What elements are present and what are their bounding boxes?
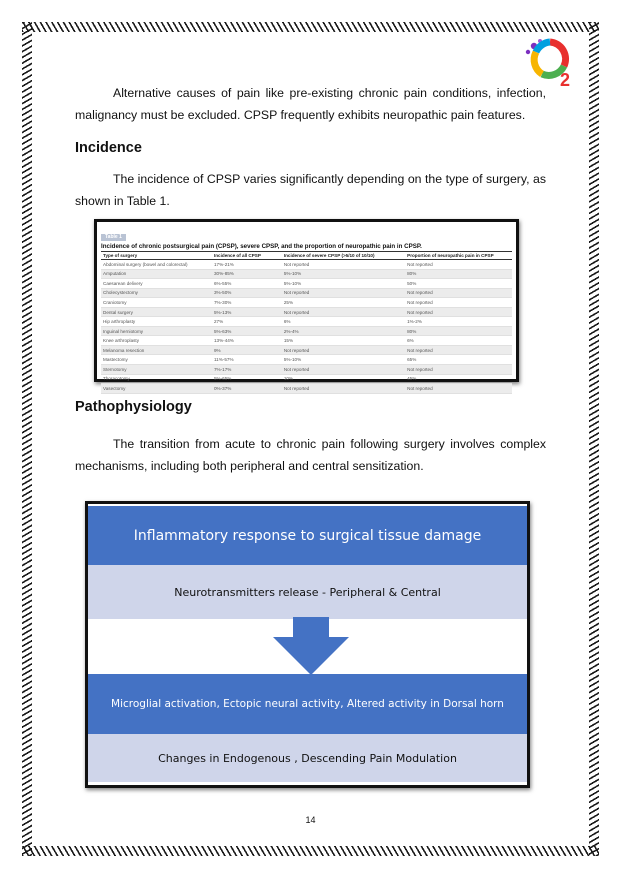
table-cell: 6%: [282, 317, 405, 327]
table-row: [101, 307, 512, 317]
table-cell: 80%: [405, 269, 512, 279]
table-cell: Not reported: [405, 260, 512, 270]
table-cell: Not reported: [405, 298, 512, 308]
table-cell: 5%-10%: [282, 355, 405, 365]
page-border-top: [22, 22, 599, 32]
table-row: [101, 365, 512, 375]
table-cell: 5%-65%: [212, 374, 282, 384]
incidence-heading: Incidence: [75, 140, 142, 156]
flow-step-modulation: Changes in Endogenous , Descending Pain Modulation: [88, 734, 527, 782]
incidence-paragraph: The incidence of CPSP varies significantly depending on the type of surgery, as shown in Table 1.: [75, 172, 546, 208]
page-border-bottom: [22, 846, 599, 856]
table-row: [101, 326, 512, 336]
flow-step-inflammatory: Inflammatory response to surgical tissue damage: [88, 506, 527, 565]
svg-text:2: 2: [560, 70, 571, 90]
table-cell: 17%-21%: [212, 260, 282, 270]
table-cell: Not reported: [282, 260, 405, 270]
table-cell: Cholecystectomy: [101, 288, 212, 298]
incidence-table: [101, 251, 512, 394]
table-row: [101, 288, 512, 298]
table-cell: Not reported: [282, 365, 405, 375]
table-cell: 45%: [405, 374, 512, 384]
table-row: [101, 269, 512, 279]
flow-step-neurotransmitters: Neurotransmitters release - Peripheral & Central: [88, 565, 527, 619]
table-cell: 27%: [212, 317, 282, 327]
table-row: [101, 384, 512, 394]
table-cell: 2%-4%: [282, 326, 405, 336]
table-cell: 25%: [282, 298, 405, 308]
incidence-table-figure: [94, 219, 519, 391]
table-cell: 7%-17%: [212, 365, 282, 375]
table-cell: Not reported: [405, 365, 512, 375]
table-cell: Mastectomy: [101, 355, 212, 365]
table-cell: Abdominal surgery (bowel and colorectal): [101, 260, 212, 270]
table-cell: Sternotomy: [101, 365, 212, 375]
table-cell: 13%-44%: [212, 336, 282, 346]
table-header-cell: Type of surgery: [101, 252, 212, 260]
table-row: [101, 317, 512, 327]
table-header-cell: Proportion of neuropathic pain in CPSP: [405, 252, 512, 260]
table-row: [101, 279, 512, 289]
table-cell: 65%: [405, 355, 512, 365]
table-cell: 30%-85%: [212, 269, 282, 279]
table-title: Incidence of chronic postsurgical pain (CPSP), severe CPSP, and the proportion of neuropathic pain in CPSP.: [101, 243, 422, 250]
table-cell: Not reported: [282, 345, 405, 355]
table-cell: 15%: [282, 336, 405, 346]
table-cell: Not reported: [405, 345, 512, 355]
table-cell: Inguinal herniotomy: [101, 326, 212, 336]
table-cell: 9%: [212, 345, 282, 355]
table-cell: 80%: [405, 326, 512, 336]
table-cell: Not reported: [282, 288, 405, 298]
pathophysiology-heading: Pathophysiology: [75, 399, 192, 415]
table-cell: Thoracotomy: [101, 374, 212, 384]
table-cell: Not reported: [282, 307, 405, 317]
table-row: [101, 298, 512, 308]
table-row: [101, 260, 512, 270]
table-row: [101, 374, 512, 384]
table-cell: 0%-37%: [212, 384, 282, 394]
table-cell: Craniotomy: [101, 298, 212, 308]
table-cell: Not reported: [405, 384, 512, 394]
table-cell: 50%: [405, 279, 512, 289]
table-cell: 1%-2%: [405, 317, 512, 327]
table-header-cell: Incidence of severe CPSP (>5/10 of 10/10): [282, 252, 405, 260]
table-cell: 3%-50%: [212, 288, 282, 298]
page-border-right: [589, 22, 599, 856]
down-arrow-icon: [271, 617, 351, 677]
table-cell: Amputation: [101, 269, 212, 279]
table-cell: 5%-63%: [212, 326, 282, 336]
pathophysiology-paragraph: The transition from acute to chronic pain following surgery involves complex mechanisms, including both peripheral and central sensitization.: [75, 437, 546, 473]
table-cell: Not reported: [405, 288, 512, 298]
table-cell: 6%-55%: [212, 279, 282, 289]
table-cell: 6%: [405, 336, 512, 346]
table-cell: 5%-13%: [212, 307, 282, 317]
table-row: [101, 336, 512, 346]
table-cell: Not reported: [405, 307, 512, 317]
table-cell: Vasectomy: [101, 384, 212, 394]
page-number: 14: [305, 815, 316, 825]
o2-logo: [520, 36, 578, 88]
table-tag: Table 1: [101, 234, 126, 241]
table-cell: 5%-10%: [282, 279, 405, 289]
table-row: [101, 345, 512, 355]
table-cell: Dental surgery: [101, 307, 212, 317]
intro-paragraph: Alternative causes of pain like pre-existing chronic pain conditions, infection, malignancy must be excluded. CPSP frequently exhibits neuropathic pain features.: [75, 86, 546, 122]
table-cell: 11%-57%: [212, 355, 282, 365]
flow-step-microglial: Microglial activation, Ectopic neural activity, Altered activity in Dorsal horn: [88, 674, 527, 734]
table-cell: 7%-30%: [212, 298, 282, 308]
table-cell: Caesarean delivery: [101, 279, 212, 289]
pathophysiology-flow-figure: [85, 501, 530, 788]
table-cell: Knee arthroplasty: [101, 336, 212, 346]
table-cell: 10%: [282, 374, 405, 384]
table-cell: 5%-10%: [282, 269, 405, 279]
table-row: [101, 355, 512, 365]
table-cell: Not reported: [282, 384, 405, 394]
table-cell: Hip arthroplasty: [101, 317, 212, 327]
page-border-left: [22, 22, 32, 856]
table-cell: Melanoma resection: [101, 345, 212, 355]
table-header-cell: Incidence of all CPSP: [212, 252, 282, 260]
